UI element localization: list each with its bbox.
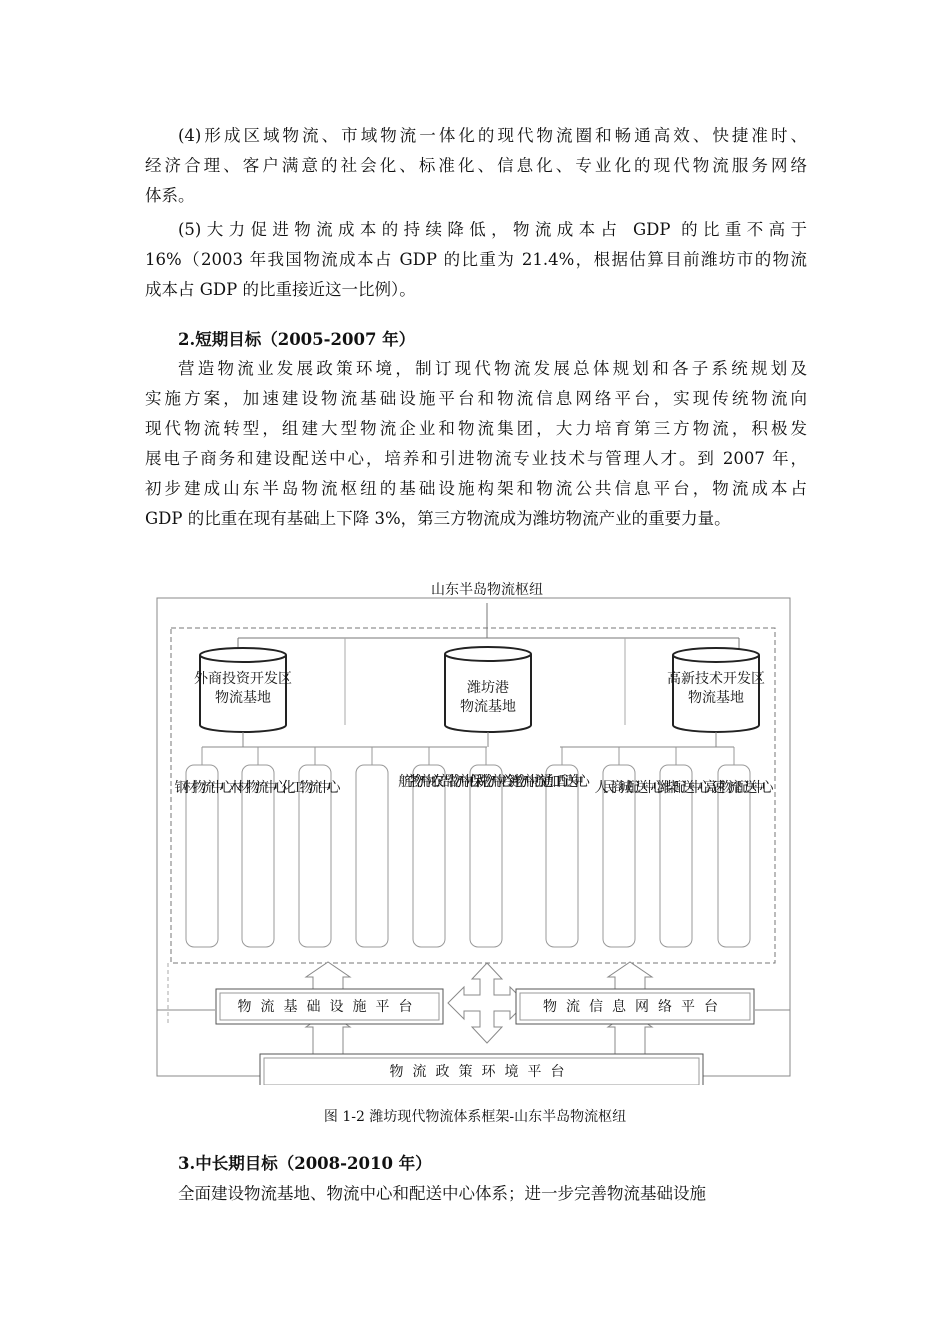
text-line: 成本占 GDP 的比重接近这一比例）。 (145, 280, 416, 299)
text-line: 现代物流转型，组建大型物流企业和物流集团，大力培育第三方物流，积极发 (145, 419, 807, 438)
logistics-system-diagram (150, 575, 800, 1085)
base-label-line: 物流基地 (688, 690, 744, 706)
text-line: (4)形成区域物流、市域物流一体化的现代物流圈和畅通高效、快捷准时、 (178, 126, 807, 145)
paragraph-4 (145, 121, 807, 211)
centers-label-right: 人民商城配送中心 潍柴配送中心 高速物流配送中心 (594, 780, 768, 796)
base-label-weifang-port (418, 679, 558, 717)
text-line: GDP 的比重在现有基础上下降 3%，第三方物流成为潍坊物流产业的重要力量。 (145, 509, 731, 528)
hub-title: 山东半岛物流枢纽 (431, 582, 543, 598)
text-line: 展电子商务和建设配送中心，培养和引进物流专业技术与管理人才。到 2007 年， (145, 449, 807, 468)
base-label-line: 潍坊港 (467, 680, 509, 696)
base-label-foreign-investment (173, 670, 313, 708)
platform-infrastructure: 物流基础设施平台 (237, 999, 422, 1015)
platform-policy: 物流政策环境平台 (389, 1064, 574, 1080)
text-line: 16%（2003 年我国物流成本占 GDP 的比重为 21.4%，根据估算目前潍坊市的物流 (145, 250, 807, 269)
paragraph-long-term (178, 1179, 807, 1209)
figure-caption: 图 1-2 潍坊现代物流体系框架-山东半岛物流枢纽 (323, 1109, 627, 1125)
base-label-line: 物流基地 (215, 690, 271, 706)
text-line: 体系。 (145, 186, 195, 205)
text-line: 营造物流业发展政策环境，制订现代物流发展总体规划和各子系统规划及 (178, 359, 807, 378)
base-label-line: 高新技术开发区 (667, 671, 765, 687)
base-label-high-tech (646, 670, 786, 708)
paragraph-5 (145, 215, 807, 305)
text-line: 实施方案，加速建设物流基础设施平台和物流信息网络平台，实现传统物流向 (145, 389, 807, 408)
text-line: 全面建设物流基地、物流中心和配送中心体系；进一步完善物流基础设施 (178, 1184, 706, 1203)
base-label-line: 外商投资开发区 (194, 671, 292, 687)
centers-label-left: 钢材物流中心 木材物流中心 化工物流中心 (174, 780, 336, 796)
centers-label-center: 航空物流中心 农产品物流中心 保税物流中心 冷链物流中心 流通加工配送中心 (398, 774, 582, 790)
platform-information: 物流信息网络平台 (543, 999, 727, 1015)
section-heading-short-term: 2.短期目标（2005-2007 年） (178, 330, 416, 349)
section-heading-long-term: 3.中长期目标（2008-2010 年） (178, 1154, 432, 1173)
text-line: 初步建成山东半岛物流枢纽的基础设施构架和物流公共信息平台，物流成本占 (145, 479, 807, 498)
base-label-line: 物流基地 (460, 699, 516, 715)
text-line: 经济合理、客户满意的社会化、标准化、信息化、专业化的现代物流服务网络 (145, 156, 807, 175)
text-line: (5)大力促进物流成本的持续降低，物流成本占 GDP 的比重不高于 (178, 220, 807, 239)
paragraph-short-term (145, 354, 807, 534)
